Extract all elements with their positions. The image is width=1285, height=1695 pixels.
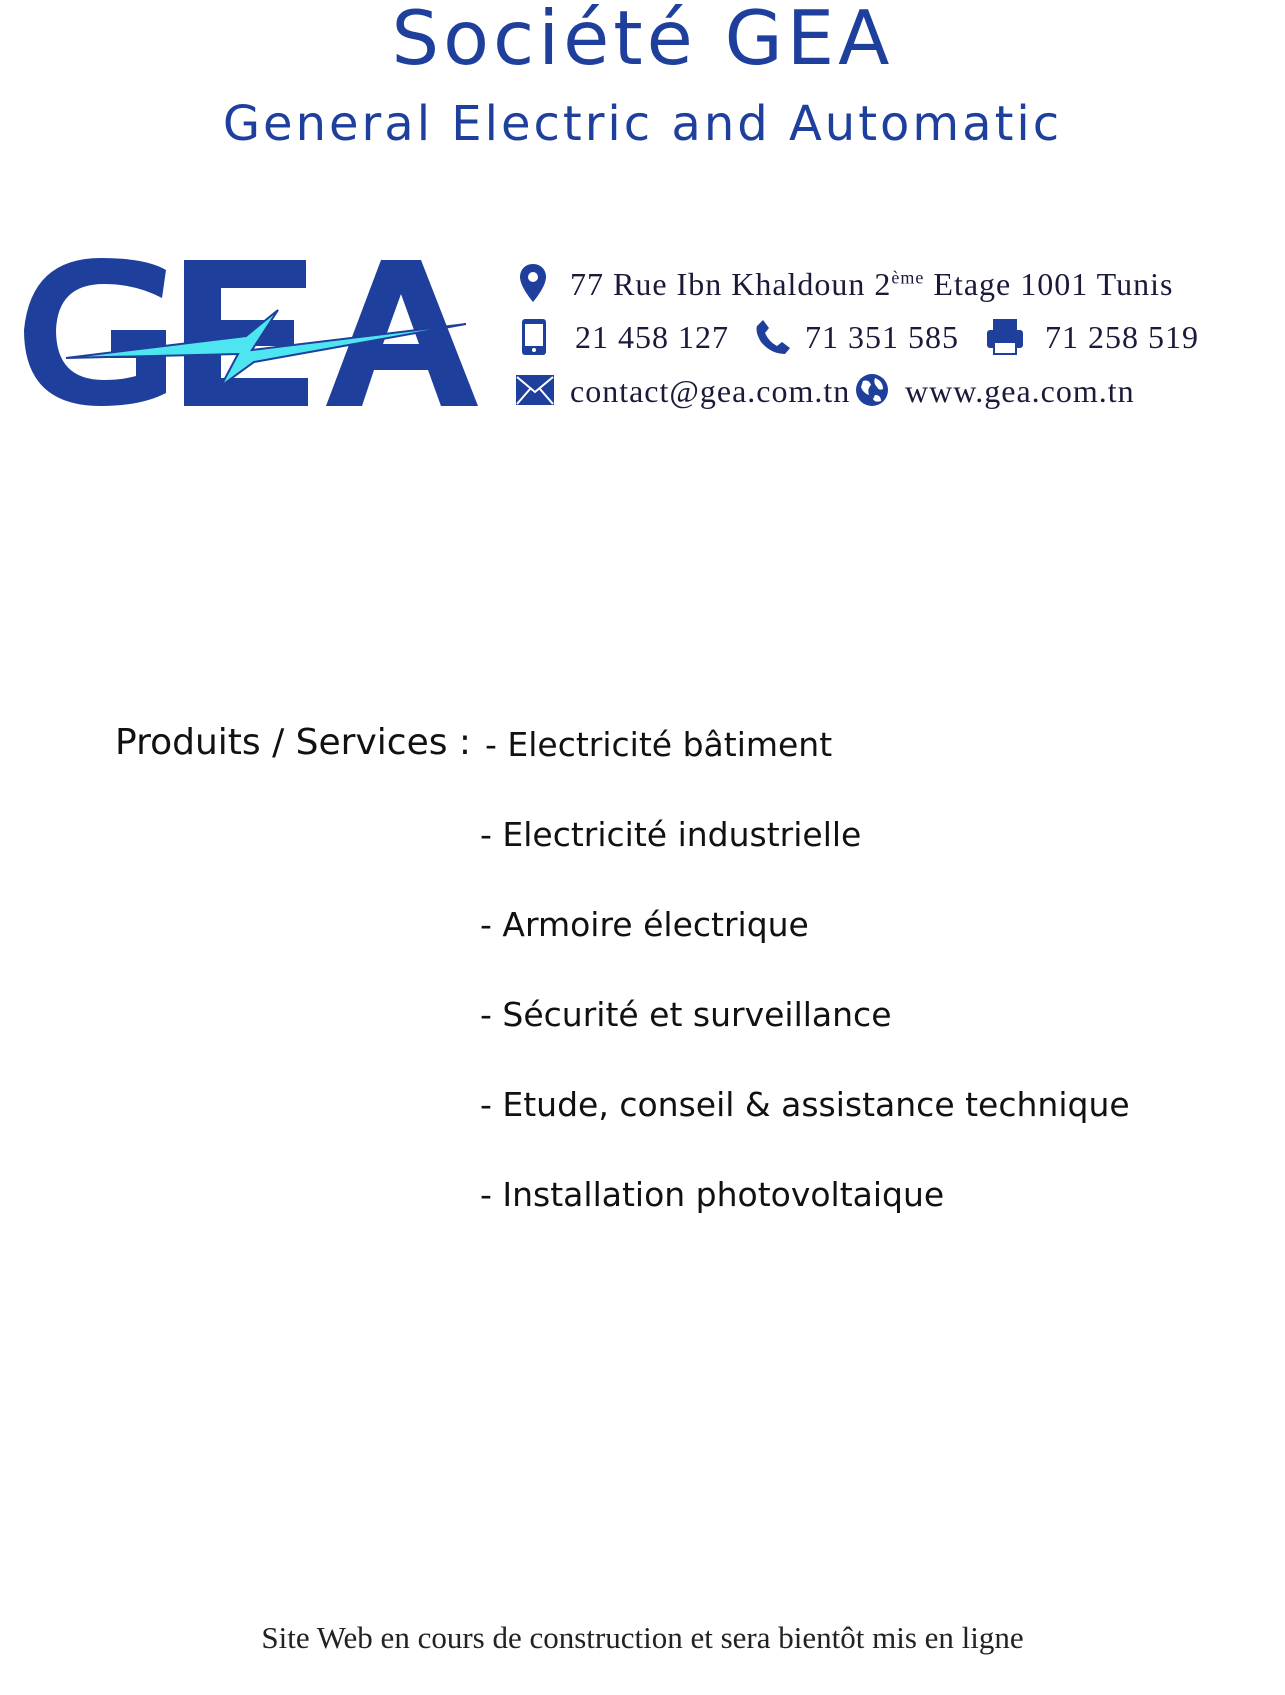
location-pin-icon [519,263,547,303]
services-label: Produits / Services : [115,722,472,763]
website-link[interactable]: www.gea.com.tn [905,373,1135,409]
phone-number: 71 351 585 [805,319,959,355]
address-text: 77 Rue Ibn Khaldoun 2ème Etage 1001 Tunis [570,266,1174,302]
service-item: - Electricité bâtiment [485,725,833,764]
page-title: Société GEA [391,0,894,82]
service-item: - Etude, conseil & assistance technique [480,1085,1130,1124]
service-item: - Armoire électrique [480,905,809,944]
fax-icon [985,318,1025,356]
service-item: - Electricité industrielle [480,815,862,854]
service-item: - Installation photovoltaique [480,1175,945,1214]
mobile-number: 21 458 127 [575,319,729,355]
footer-notice: Site Web en cours de construction et sera bientôt mis en ligne [261,1620,1024,1655]
envelope-icon [515,374,555,406]
address-row [515,265,1215,305]
mobile-phone-icon [521,318,547,356]
phone-icon [755,318,791,356]
phone-row [515,318,1215,358]
globe-icon [855,373,889,407]
fax-number: 71 258 519 [1045,319,1199,355]
page-subtitle: General Electric and Automatic [222,96,1063,152]
email-web-row [515,372,1215,412]
service-item: - Sécurité et surveillance [480,995,892,1034]
gea-logo [16,258,486,408]
email-link[interactable]: contact@gea.com.tn [570,373,851,409]
